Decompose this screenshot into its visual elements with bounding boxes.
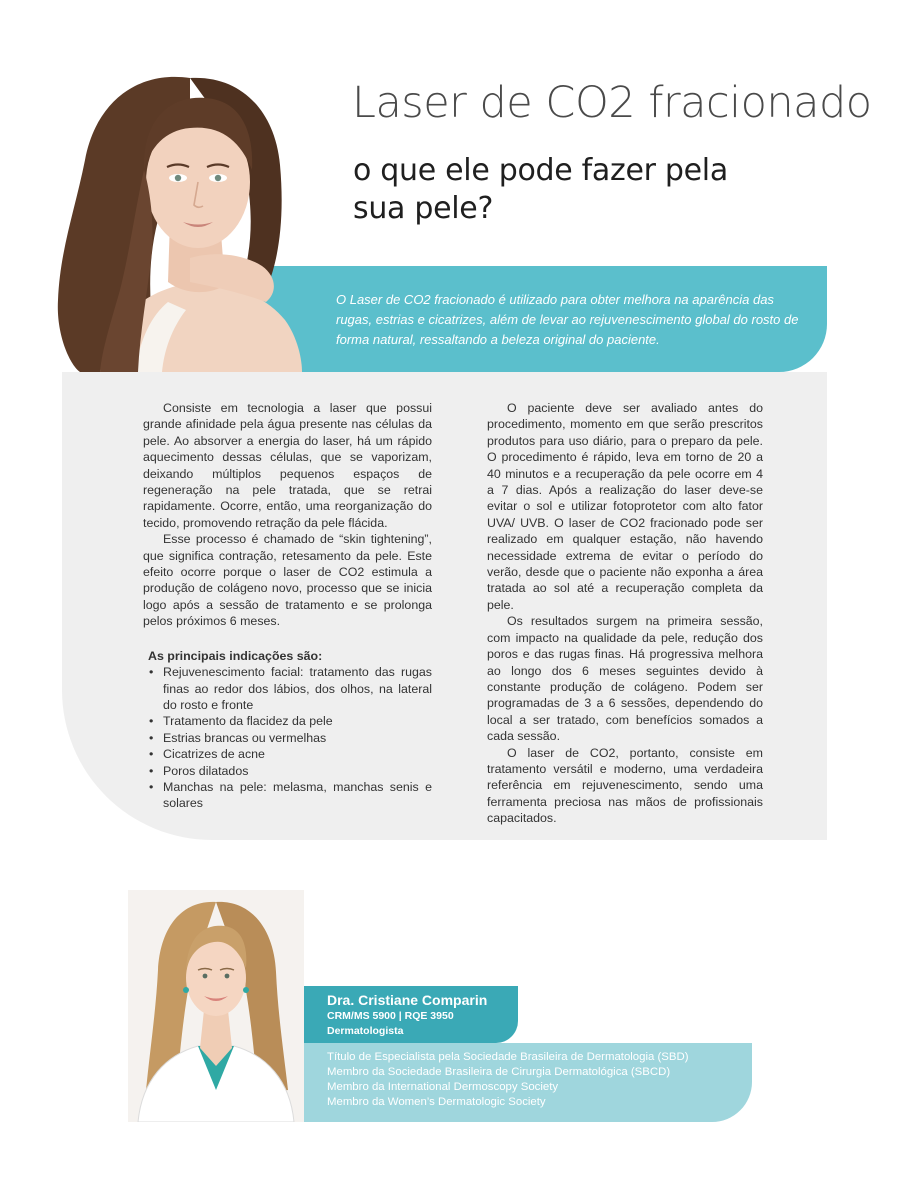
left-column <box>143 400 432 812</box>
right-paragraph-3: O laser de CO2, portanto, consiste em tratamento versátil e moderno, uma verdadeira referência em rejuvenescimento, sendo uma ferramenta preciosa nas mãos de profissionais capacitados. <box>487 745 763 826</box>
list-item: Membro da Women’s Dermatologic Society <box>327 1096 546 1108</box>
doctor-portrait-image <box>128 890 304 1122</box>
subtitle-line-1: o que ele pode fazer pela <box>353 153 728 188</box>
doctor-crm: CRM/MS 5900 | RQE 3950 <box>327 1010 454 1022</box>
list-item: • Manchas na pele: melasma, manchas senis e solares <box>143 779 432 812</box>
list-item: • Rejuvenescimento facial: tratamento das rugas finas ao redor dos lábios, dos olhos, na lateral do rosto e fronte <box>143 664 432 713</box>
page-subtitle <box>353 152 773 228</box>
list-item: • Tratamento da flacidez da pele <box>143 713 432 729</box>
doctor-name: Dra. Cristiane Comparin <box>327 992 488 1008</box>
intro-text: O Laser de CO2 fracionado é utilizado para obter melhora na aparência das rugas, estrias e cicatrizes, além de levar ao rejuvenescimento global do rosto de forma natural, ressaltando a beleza original do paciente. <box>336 292 799 347</box>
hero-portrait-image <box>40 70 315 372</box>
list-item: • Cicatrizes de acne <box>143 746 432 762</box>
credentials-list <box>327 1050 689 1110</box>
list-item: Membro da International Dermoscopy Society <box>327 1081 559 1093</box>
right-paragraph-1: O paciente deve ser avaliado antes do procedimento, momento em que serão prescritos produtos para uso diário, para o preparo da pele. O procedimento é rápido, leva em torno de 20 a 40 minutos e a recuperação da pele ocorre em 4 a 7 dias. Após a realização do laser deve-se evitar o sol e utilizar fotoprotetor com alto fator UVA/ UVB. O laser de CO2 fracionado pode ser realizado em qualquer estação, não havendo necessidade extrema de evitar o período do verão, desde que o paciente não exponha a área tratada ao sol até a recuperação completa da pele. <box>487 401 763 612</box>
left-paragraph-1: Consiste em tecnologia a laser que possui grande afinidade pela água presente nas células da pele. Ao absorver a energia do laser, há um rápido aquecimento dessas células, que se vaporizam, deixando múltiplos pequenos espaços de regeneração na pele tratada, que se retrai rapidamente. Ocorre, então, uma reorganização do tecido, promovendo retração da pele flácida. <box>143 401 432 530</box>
subtitle-line-2: sua pele? <box>353 191 494 226</box>
list-item: • Estrias brancas ou vermelhas <box>143 730 432 746</box>
doctor-specialty: Dermatologista <box>327 1025 404 1037</box>
right-column <box>487 400 763 827</box>
list-item: Membro da Sociedade Brasileira de Cirurgia Dermatológica (SBCD) <box>327 1066 671 1078</box>
list-item: • Poros dilatados <box>143 763 432 779</box>
indications-heading: As principais indicações são: <box>148 648 323 663</box>
list-item: Título de Especialista pela Sociedade Brasileira de Dermatologia (SBD) <box>327 1051 689 1063</box>
page-title: Laser de CO2 fracionado <box>352 78 872 128</box>
left-paragraph-2: Esse processo é chamado de “skin tightening”, que significa contração, retesamento da pele. Este efeito ocorre porque o laser de CO2 estimula a produção de colágeno novo, processo que se inicia logo após a sessão de tratamento e se prolonga pelos próximos 6 meses. <box>143 532 432 629</box>
indications-list <box>143 664 432 812</box>
right-paragraph-2: Os resultados surgem na primeira sessão, com impacto na qualidade da pele, redução dos poros e das rugas finas. Há progressiva melhora ao longo dos 6 meses seguintes devido à constante produção de colágeno. Podem ser programadas de 3 a 6 sessões, dependendo do local a ser tratado, com benefícios somados a cada sessão. <box>487 614 763 744</box>
